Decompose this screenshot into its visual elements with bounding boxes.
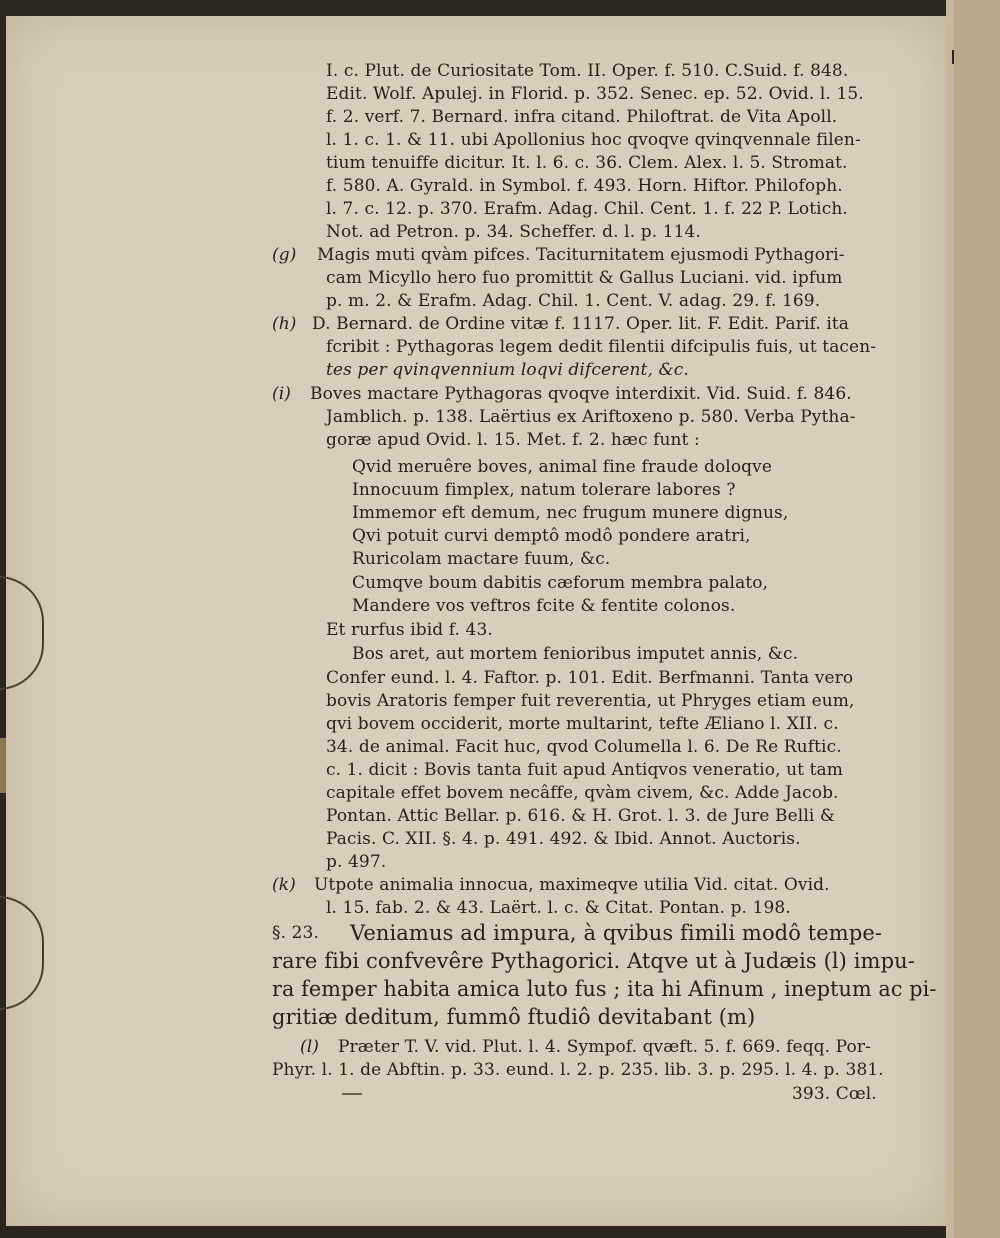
main-text-line: ra femper habita amica luto fus ; ita hi Afinum , ineptum ac pi- bbox=[272, 977, 937, 1001]
verse-line: Innocuum fimplex, natum tolerare labores ? bbox=[352, 480, 736, 500]
note-label-k: (k) bbox=[272, 875, 296, 895]
section-mark: §. 23. bbox=[272, 923, 319, 943]
note-line: Pacis. C. XII. §. 4. p. 491. 492. & Ibid. Annot. Auctoris. bbox=[326, 829, 801, 849]
note-line: Boves mactare Pythagoras qvoqve interdixit. Vid. Suid. f. 846. bbox=[310, 384, 852, 404]
verse-line: Qvid meruêre boves, animal fine fraude doloqve bbox=[352, 457, 773, 477]
note-line: goræ apud Ovid. l. 15. Met. f. 2. hæc funt : bbox=[326, 430, 700, 450]
note-line: Utpote animalia innocua, maximeqve utilia Vid. citat. Ovid. bbox=[314, 875, 830, 895]
edge-mark bbox=[952, 50, 954, 64]
footnote-line: Phyr. l. 1. de Abftin. p. 33. eund. l. 2. p. 235. lib. 3. p. 295. l. 4. p. 381. bbox=[272, 1060, 884, 1080]
main-text-line: Veniamus ad impura, à qvibus fimili modô tempe- bbox=[350, 921, 883, 945]
note-line: f. 2. verf. 7. Bernard. infra citand. Philoftrat. de Vita Apoll. bbox=[326, 107, 838, 127]
note-label-l: (l) bbox=[300, 1037, 320, 1057]
note-label-h: (h) bbox=[272, 314, 297, 334]
note-line: fcribit : Pythagoras legem dedit filentii difcipulis fuis, ut tacen- bbox=[326, 337, 877, 357]
note-line: Not. ad Petron. p. 34. Scheffer. d. l. p. 114. bbox=[326, 222, 701, 242]
note-line: Pontan. Attic Bellar. p. 616. & H. Grot. l. 3. de Jure Belli & bbox=[326, 806, 836, 826]
note-line: I. c. Plut. de Curiositate Tom. II. Oper. f. 510. C.Suid. f. 848. bbox=[326, 61, 849, 81]
note-line: Edit. Wolf. Apulej. in Florid. p. 352. Senec. ep. 52. Ovid. l. 15. bbox=[326, 84, 864, 104]
note-line: tium tenuiffe dicitur. It. l. 6. c. 36. Clem. Alex. l. 5. Stromat. bbox=[326, 153, 848, 173]
verse-line: Ruricolam mactare fuum, &c. bbox=[352, 549, 611, 569]
verse-line: Bos aret, aut mortem fenioribus imputet annis, &c. bbox=[352, 644, 799, 664]
note-line: l. 15. fab. 2. & 43. Laërt. l. c. & Citat. Pontan. p. 198. bbox=[326, 898, 791, 918]
main-text-line: gritiæ deditum, fummô ftudiô devitabant (m) bbox=[272, 1005, 756, 1029]
catchword: 393. Cœl. bbox=[792, 1084, 877, 1104]
footnote-line: Præter T. V. vid. Plut. l. 4. Sympof. qvæft. 5. f. 669. feqq. Por- bbox=[338, 1037, 871, 1057]
note-line: capitale effet bovem necâffe, qvàm civem, &c. Adde Jacob. bbox=[326, 783, 839, 803]
note-line: bovis Aratoris femper fuit reverentia, ut Phryges etiam eum, bbox=[326, 691, 855, 711]
note-line: p. 497. bbox=[326, 852, 387, 872]
note-label-g: (g) bbox=[272, 245, 297, 265]
note-line: l. 1. c. 1. & 11. ubi Apollonius hoc qvoqve qvinqvennale filen- bbox=[326, 130, 861, 150]
note-line: 34. de animal. Facit huc, qvod Columella l. 6. De Re Ruftic. bbox=[326, 737, 842, 757]
note-line: c. 1. dicit : Bovis tanta fuit apud Antiqvos veneratio, ut tam bbox=[326, 760, 844, 780]
verse-line: Mandere vos veftros fcite & fentite colonos. bbox=[352, 596, 736, 616]
note-line: tes per qvinqvennium loqvi difcerent, &c. bbox=[326, 360, 689, 380]
note-line: cam Micyllo hero fuo promittit & Gallus Luciani. vid. ipfum bbox=[326, 268, 843, 288]
verse-line: Immemor eft demum, nec frugum munere dignus, bbox=[352, 503, 789, 523]
facing-page-edge bbox=[946, 0, 1000, 1238]
note-line: l. 7. c. 12. p. 370. Erafm. Adag. Chil. Cent. 1. f. 22 P. Lotich. bbox=[326, 199, 848, 219]
main-text-line: rare fibi confvevêre Pythagorici. Atqve ut à Judæis (l) impu- bbox=[272, 949, 915, 973]
note-line: f. 580. A. Gyrald. in Symbol. f. 493. Horn. Hiftor. Philofoph. bbox=[326, 176, 843, 196]
note-label-i: (i) bbox=[272, 384, 292, 404]
note-line: Confer eund. l. 4. Faftor. p. 101. Edit. Berfmanni. Tanta vero bbox=[326, 668, 854, 688]
verse-line: Cumqve boum dabitis cæforum membra palato, bbox=[352, 573, 769, 593]
verse-line: Qvi potuit curvi demptô modô pondere aratri, bbox=[352, 526, 751, 546]
note-line: Magis muti qvàm pifces. Taciturnitatem ejusmodi Pythagori- bbox=[317, 245, 845, 265]
note-line: Jamblich. p. 138. Laërtius ex Ariftoxeno p. 580. Verba Pytha- bbox=[326, 407, 856, 427]
note-line: p. m. 2. & Erafm. Adag. Chil. 1. Cent. V. adag. 29. f. 169. bbox=[326, 291, 821, 311]
note-line: qvi bovem occiderit, morte multarint, tefte Æliano l. XII. c. bbox=[326, 714, 839, 734]
ornament-dash bbox=[342, 1093, 362, 1095]
note-line: D. Bernard. de Ordine vitæ f. 1117. Oper. lit. F. Edit. Parif. ita bbox=[312, 314, 850, 334]
note-line: Et rurfus ibid f. 43. bbox=[326, 620, 493, 640]
